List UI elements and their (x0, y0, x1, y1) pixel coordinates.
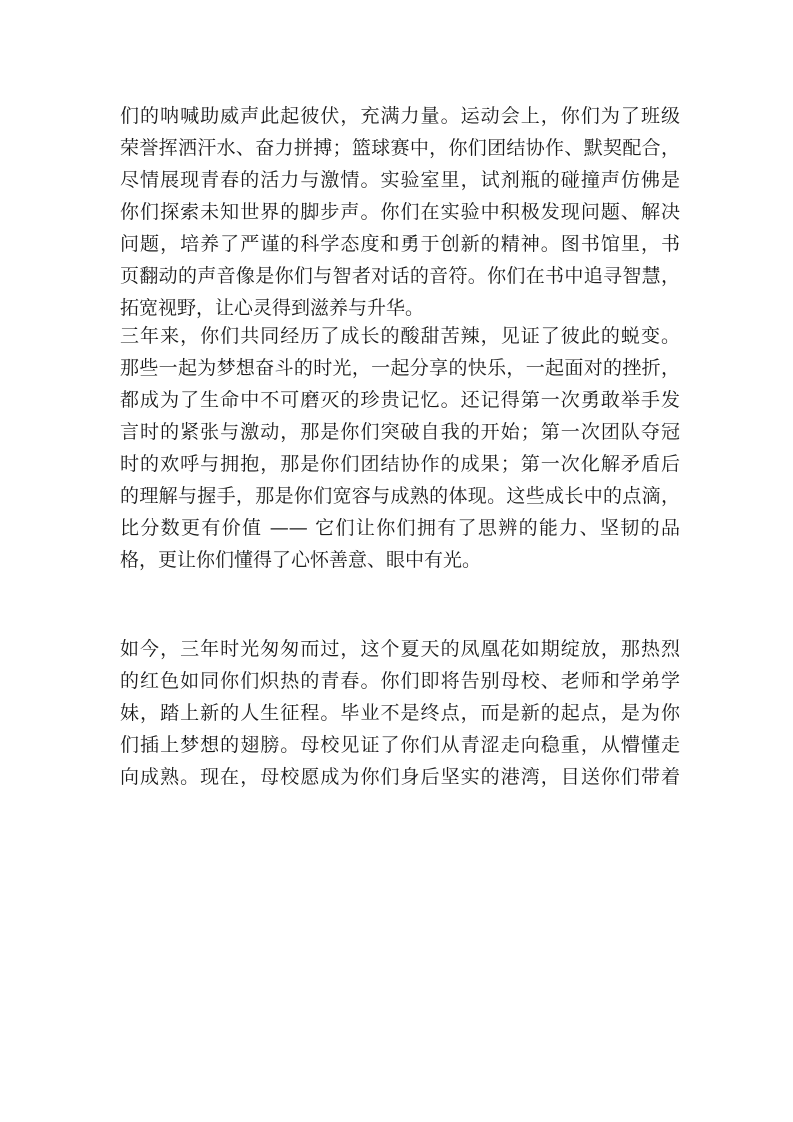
paragraph-three-years (120, 320, 680, 576)
text-line: 都成为了生命中不可磨灭的珍贵记忆。还记得第一次勇敢举手发 (120, 389, 680, 411)
text-line: 拓宽视野，让心灵得到滋养与升华。 (120, 297, 425, 319)
text-line: 比分数更有价值 —— 它们让你们拥有了思辨的能力、坚韧的品 (120, 517, 680, 539)
text-line: 言时的紧张与激动，那是你们突破自我的开始；第一次团队夺冠 (120, 421, 680, 443)
text-line: 们的呐喊助威声此起彼伏，充满力量。运动会上，你们为了班级 (120, 105, 680, 127)
paragraph-activities (120, 100, 680, 324)
text-line: 时的欢呼与拥抱，那是你们团结协作的成果；第一次化解矛盾后 (120, 453, 680, 475)
text-line: 如今，三年时光匆匆而过，这个夏天的凤凰花如期绽放，那热烈 (120, 638, 680, 660)
text-line: 尽情展现青春的活力与激情。实验室里，试剂瓶的碰撞声仿佛是 (120, 169, 680, 191)
text-line: 的理解与握手，那是你们宽容与成熟的体现。这些成长中的点滴， (120, 485, 680, 507)
text-line: 的红色如同你们炽热的青春。你们即将告别母校、老师和学弟学 (120, 670, 680, 692)
text-line: 格，更让你们懂得了心怀善意、眼中有光。 (120, 549, 482, 571)
text-line: 那些一起为梦想奋斗的时光，一起分享的快乐，一起面对的挫折， (120, 357, 680, 379)
text-line: 问题，培养了严谨的科学态度和勇于创新的精神。图书馆里，书 (120, 233, 680, 255)
text-line: 页翻动的声音像是你们与智者对话的音符。你们在书中追寻智慧， (120, 265, 680, 287)
text-line: 荣誉挥洒汗水、奋力拼搏；篮球赛中，你们团结协作、默契配合， (120, 137, 680, 159)
text-line: 们插上梦想的翅膀。母校见证了你们从青涩走向稳重，从懵懂走 (120, 734, 680, 756)
text-line: 你们探索未知世界的脚步声。你们在实验中积极发现问题、解决 (120, 201, 680, 223)
text-line: 三年来，你们共同经历了成长的酸甜苦辣，见证了彼此的蜕变。 (120, 325, 680, 347)
paragraph-graduation (120, 633, 680, 793)
text-line: 向成熟。现在，母校愿成为你们身后坚实的港湾，目送你们带着 (120, 766, 680, 788)
text-line: 妹，踏上新的人生征程。毕业不是终点，而是新的起点，是为你 (120, 702, 680, 724)
